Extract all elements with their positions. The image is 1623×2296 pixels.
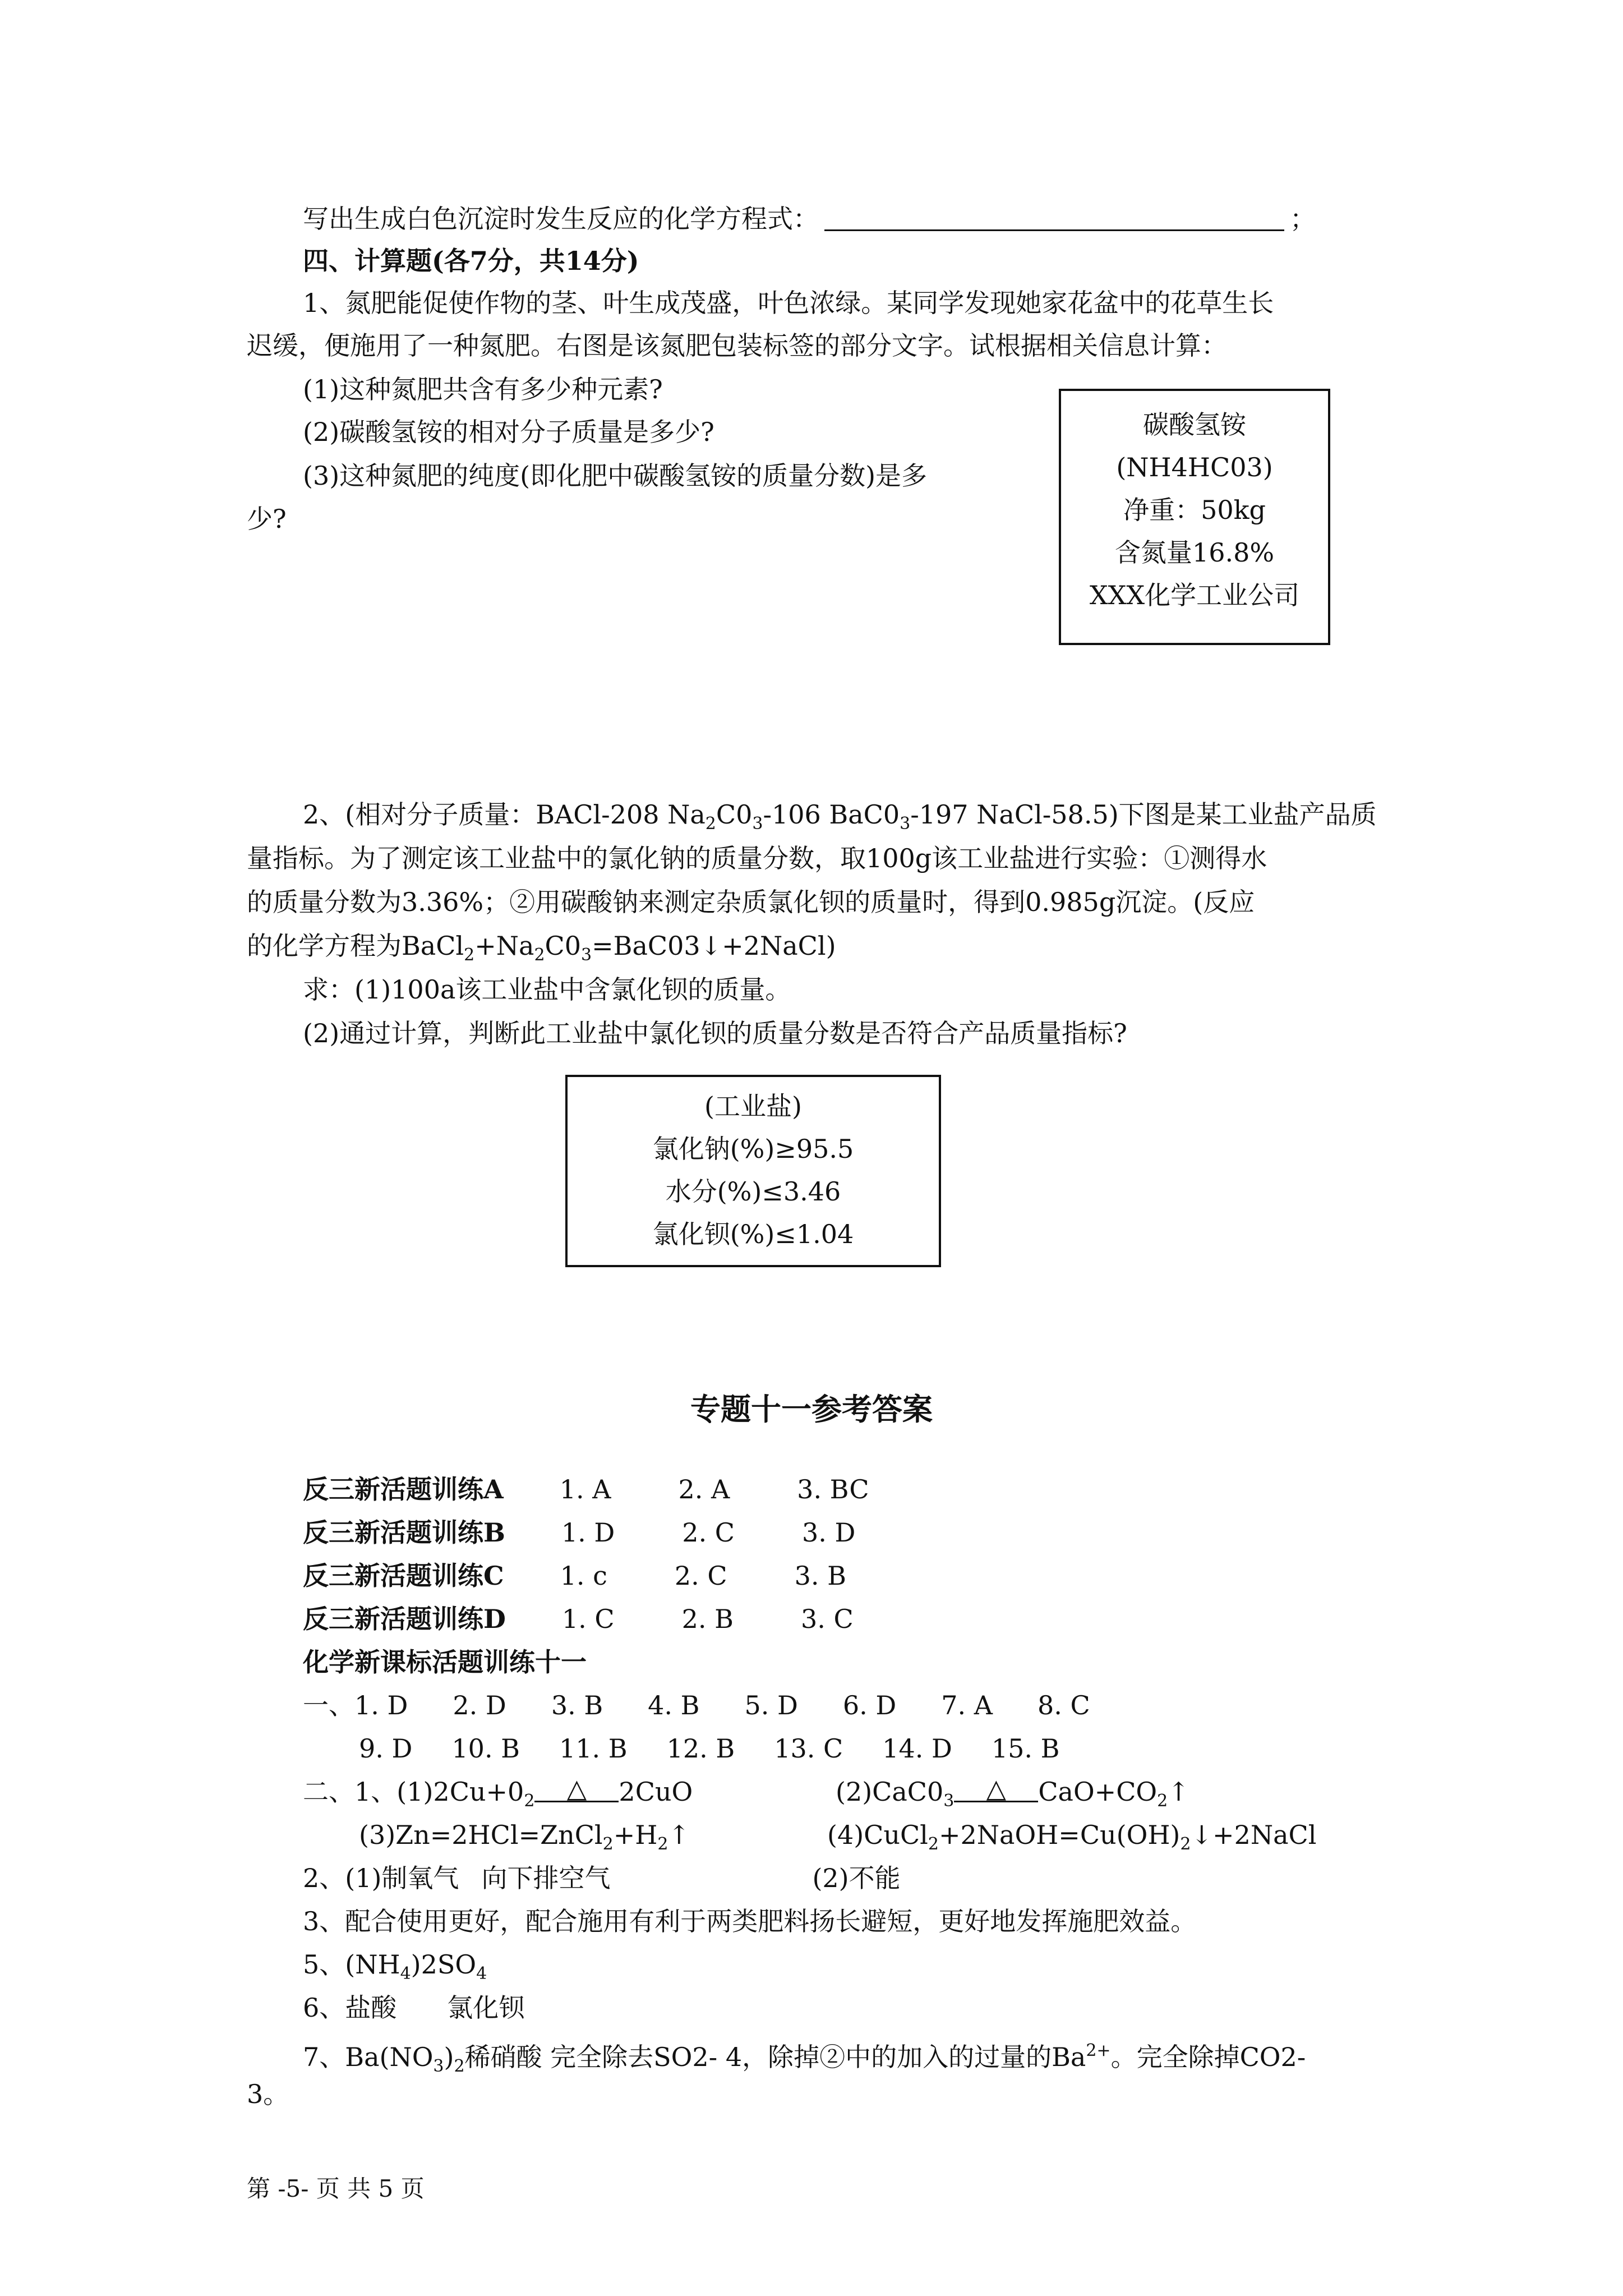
subscript: 4 (476, 1964, 487, 1984)
q2-text-line (247, 929, 836, 972)
q2-subquestion-2: (2)通过计算，判断此工业盐中氯化钡的质量分数是否符合产品质量指标? (303, 1018, 1127, 1048)
q3-equation-line (303, 202, 1316, 236)
subscript: 3 (943, 1791, 955, 1811)
equation-part: +H (613, 1820, 658, 1850)
answer-item: 8. C (1038, 1690, 1090, 1720)
training-name: 反三新活题训练A (303, 1474, 504, 1504)
equation-2 (836, 1775, 1189, 1818)
equation-1 (303, 1775, 693, 1818)
training-name: 反三新活题训练D (303, 1604, 506, 1634)
answer-item: 6. D (842, 1690, 897, 1720)
answer-item: 3. D (802, 1517, 856, 1548)
section-heading-calculation: 四、计算题(各7分，共14分) (303, 246, 639, 276)
answer-part: (2)不能 (812, 1863, 901, 1893)
answer-item: 3. BC (797, 1474, 869, 1504)
q1-subquestion-2: (2)碳酸氢铵的相对分子质量是多少? (303, 417, 714, 447)
subscript: 2 (464, 945, 475, 965)
label-nitrogen-content: 含氮量16.8% (1114, 537, 1275, 568)
answer-item: 3. B (551, 1690, 603, 1720)
q2-text-part: 2、(相对分子质量：BACl-208 Na (303, 799, 706, 830)
q2-text-part: =BaC03 (592, 931, 700, 961)
training-11-heading: 化学新课标活题训练十一 (303, 1647, 587, 1677)
subscript: 2 (454, 2056, 465, 2076)
subscript: 3 (900, 814, 911, 834)
subscript: 4 (400, 1964, 411, 1984)
answer-part: )2SO (411, 1949, 477, 1980)
answer-item: 15. B (991, 1733, 1060, 1764)
label-formula: (NH4HC03) (1116, 452, 1273, 482)
answer-part: 氯化钡 (447, 1993, 525, 2023)
q2-text-part: 的化学方程为BaCl (247, 931, 464, 961)
equation-4 (827, 1818, 1316, 1861)
answers-title: 专题十一参考答案 (690, 1391, 933, 1427)
spec-nacl: 氯化钠(%)≥95.5 (652, 1134, 854, 1164)
answer-item: 14. D (882, 1733, 952, 1764)
q2-text-line: 量指标。为了测定该工业盐中的氯化钠的质量分数，取100g该工业盐进行实验：①测得水 (247, 843, 1267, 873)
mc-answer-row (359, 1732, 1059, 1765)
subscript: 2 (1157, 1791, 1168, 1811)
answer-7 (303, 2034, 1306, 2083)
answer-item: 1. C (561, 1604, 615, 1634)
answer-item: 9. D (359, 1733, 413, 1764)
q2-text-part: -197 NaCl-58.5)下图是某工业盐产品质 (910, 799, 1377, 830)
q2-text-part: +2NaCl) (722, 931, 836, 961)
answer-part: 向下排空气 (481, 1863, 611, 1893)
q2-text-line (303, 798, 1377, 841)
q1-text-line: 迟缓，便施用了一种氮肥。右图是该氮肥包装标签的部分文字。试根据相关信息计算： (247, 330, 1227, 361)
answer-part: 稀硝酸 完全除去SO2- 4，除掉②中的加入的过量的Ba (464, 2042, 1086, 2072)
equation-part: (2)CaC0 (836, 1777, 944, 1807)
precipitate-arrow-icon (1191, 1820, 1212, 1850)
answer-part: 6、盐酸 (303, 1993, 397, 2023)
q1-subquestion-1: (1)这种氮肥共含有多少种元素? (303, 374, 663, 404)
equation-part: CaO+CO (1038, 1777, 1158, 1807)
answer-blank[interactable] (824, 205, 1284, 231)
page-footer: 第 -5- 页 共 5 页 (247, 2175, 425, 2202)
q2-text-part: C0 (716, 799, 753, 830)
q2-text-part: +Na (474, 931, 534, 961)
answer-5 (303, 1948, 487, 1991)
precipitate-arrow-icon (700, 931, 722, 961)
answer-part: 7、Ba(NO (303, 2042, 434, 2072)
training-row (303, 1473, 869, 1506)
q3-equation-suffix: ； (1290, 204, 1316, 234)
subscript: 2 (524, 1791, 535, 1811)
answer-part: 。完全除掉CO2- (1110, 2042, 1306, 2072)
training-row (303, 1516, 855, 1549)
training-name: 反三新活题训练C (303, 1561, 504, 1591)
q2-text-part: C0 (545, 931, 582, 961)
equation-3 (359, 1818, 690, 1861)
answer-item: 13. C (774, 1733, 843, 1764)
answer-item: 2. D (453, 1690, 506, 1720)
industrial-salt-spec-box (565, 1075, 941, 1267)
answer-part: 5、(NH (303, 1949, 400, 1980)
q2-subquestion-1: 求：(1)100a该工业盐中含氯化钡的质量。 (303, 974, 791, 1005)
training-row (303, 1602, 854, 1636)
q2-text-part: -106 BaC0 (763, 799, 900, 830)
equation-part: (3)Zn=2HCl=ZnCl (359, 1820, 603, 1850)
answer-item: 5. D (744, 1690, 798, 1720)
answer-item: 12. B (666, 1733, 735, 1764)
mc-answer-row (303, 1688, 1090, 1722)
answer-item: 2. A (678, 1474, 730, 1504)
subscript: 3 (752, 814, 763, 834)
answer-item: 1. D (561, 1517, 615, 1548)
heat-triangle-icon: △ (954, 1776, 1038, 1802)
subscript: 2 (705, 814, 716, 834)
spec-title: (工业盐) (704, 1091, 802, 1121)
subscript: 2 (602, 1834, 614, 1854)
answer-item: 1. A (559, 1474, 611, 1504)
answer-7-cont: 3。 (247, 2079, 289, 2109)
answer-item: 一、1. D (303, 1690, 408, 1720)
equation-part: (4)CuCl (827, 1820, 928, 1850)
q1-text-line: 1、氮肥能促使作物的茎、叶生成茂盛，叶色浓绿。某同学发现她家花盆中的花草生长 (303, 288, 1274, 318)
answer-item: 2. C (682, 1517, 735, 1548)
superscript: 2+ (1086, 2041, 1111, 2060)
equation-part: 二、1、(1)2Cu+0 (303, 1777, 524, 1807)
answer-3: 3、配合使用更好，配合施用有利于两类肥料扬长避短，更好地发挥施肥效益。 (303, 1906, 1197, 1936)
q1-subquestion-3-cont: 少? (247, 504, 287, 534)
answer-part: 2、(1)制氧气 (303, 1863, 459, 1893)
subscript: 2 (534, 945, 545, 965)
subscript: 3 (433, 2056, 444, 2076)
answer-part: ) (444, 2042, 454, 2072)
heat-triangle-icon: △ (534, 1776, 619, 1802)
subscript: 3 (581, 945, 592, 965)
equation-part: +2NaOH=Cu(OH) (938, 1820, 1181, 1850)
answer-item: 7. A (941, 1690, 993, 1720)
spec-water: 水分(%)≤3.46 (665, 1176, 841, 1207)
answer-item: 2. B (681, 1604, 734, 1634)
fertilizer-label-box (1059, 389, 1330, 645)
label-product-name: 碳酸氢铵 (1143, 409, 1246, 440)
answer-item: 4. B (648, 1690, 700, 1720)
answer-item: 3. B (794, 1561, 846, 1591)
answer-6 (303, 1991, 524, 2024)
subscript: 2 (928, 1834, 939, 1854)
gas-arrow-icon (1168, 1777, 1189, 1807)
label-company: XXX化学工业公司 (1089, 580, 1300, 610)
q2-text-line: 的质量分数为3.36%；②用碳酸钠来测定杂质氯化钡的质量时，得到0.985g沉淀。(反应 (247, 887, 1255, 917)
answer-item: 3. C (800, 1604, 854, 1634)
gas-arrow-icon (668, 1820, 690, 1850)
training-name: 反三新活题训练B (303, 1517, 505, 1548)
q1-subquestion-3: (3)这种氮肥的纯度(即化肥中碳酸氢铵的质量分数)是多 (303, 461, 928, 491)
equation-part: +2NaCl (1212, 1820, 1317, 1850)
answer-item: 1. c (560, 1561, 607, 1591)
equation-part: 2CuO (619, 1777, 693, 1807)
subscript: 2 (657, 1834, 668, 1854)
subscript: 2 (1180, 1834, 1191, 1854)
answer-item: 2. C (674, 1561, 727, 1591)
answer-item: 10. B (451, 1733, 520, 1764)
label-net-weight: 净重：50kg (1123, 495, 1266, 525)
answer-2 (303, 1861, 901, 1895)
training-row (303, 1559, 846, 1593)
q3-equation-prompt: 写出生成白色沉淀时发生反应的化学方程式： (303, 204, 819, 234)
spec-bacl2: 氯化钡(%)≤1.04 (652, 1219, 854, 1249)
answer-item: 11. B (559, 1733, 628, 1764)
